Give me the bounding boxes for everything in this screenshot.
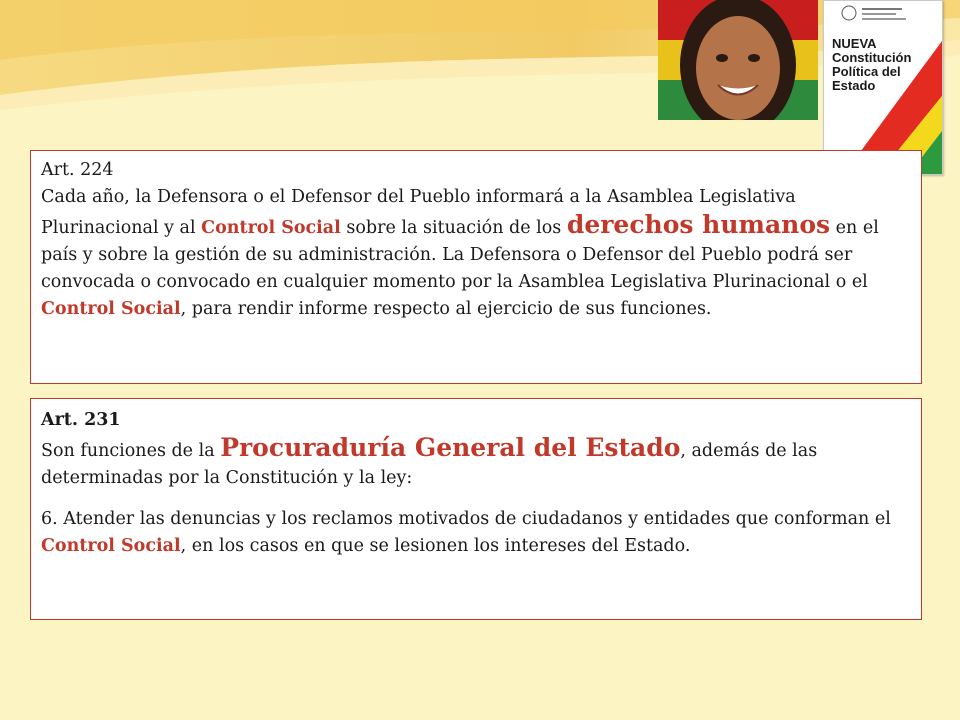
highlight-procuraduria: Procuraduría General del Estado [220, 433, 681, 462]
child-photo [658, 0, 818, 120]
article-231-intro [41, 434, 911, 492]
article-224-heading: Art. 224 [41, 160, 114, 180]
booklet-line-2: Constitución [832, 50, 912, 65]
highlight-control-social: Control Social [201, 218, 341, 238]
article-224-text-4: , para rendir informe respecto al ejercicio de sus funciones. [180, 299, 712, 319]
constitution-booklet-image [823, 0, 943, 175]
booklet-line-3: Política del [832, 64, 901, 79]
highlight-control-social: Control Social [41, 536, 181, 556]
booklet-title [832, 37, 940, 93]
article-224-box [30, 150, 922, 384]
highlight-control-social: Control Social [41, 299, 181, 319]
booklet-line-4: Estado [832, 78, 876, 93]
article-231-text-2: , además de las determinadas por la Constitución y la ley: [41, 441, 818, 488]
paragraph-gap [41, 492, 911, 506]
article-224-text-1: Cada año, la Defensora o el Defensor del Pueblo informará a la Asamblea Legislativa Plurinacional y al [41, 187, 796, 238]
highlight-derechos-humanos: derechos humanos [566, 210, 831, 239]
article-231-item-6-a: 6. Atender las denuncias y los reclamos motivados de ciudadanos y entidades que conforman el [41, 509, 891, 529]
article-224-text-2: sobre la situación de los [340, 218, 567, 238]
article-231-text-1: Son funciones de la [41, 441, 221, 461]
article-231-item-6 [41, 506, 911, 560]
article-231-item-6-b: , en los casos en que se lesionen los intereses del Estado. [180, 536, 691, 556]
article-224-body [41, 184, 911, 323]
article-231-heading: Art. 231 [41, 410, 121, 430]
article-224-text-3: en el país y sobre la gestión de su administración. La Defensora o Defensor del Pueblo podrá ser convocada o convocado en cualquier momento por la Asamblea Legislativa Plurinacional o el [41, 218, 879, 292]
article-231-box [30, 398, 922, 620]
booklet-line-1: NUEVA [832, 36, 877, 51]
